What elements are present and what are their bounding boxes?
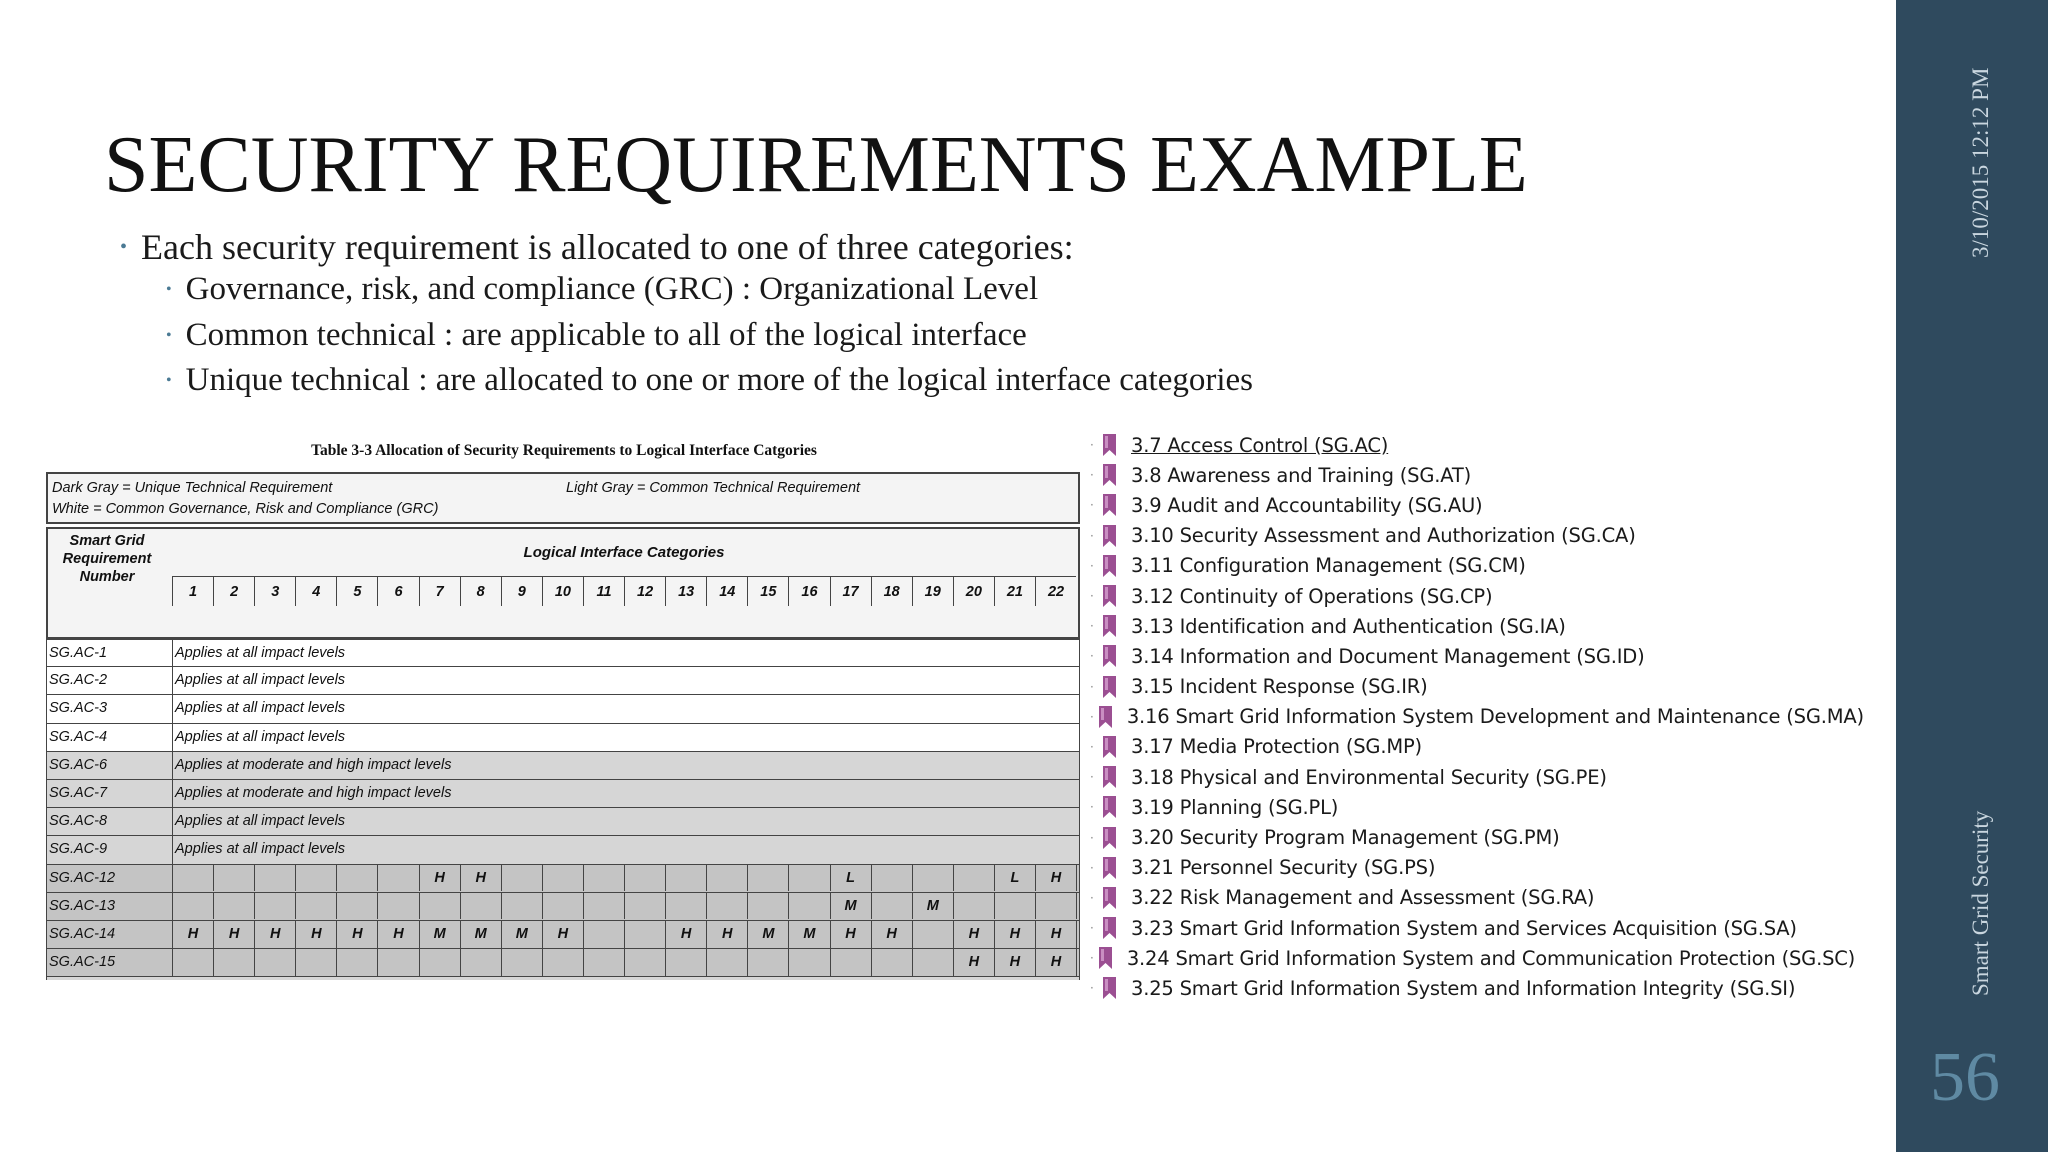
- requirement-id: SG.AC-4: [47, 724, 173, 751]
- impact-cell: M: [913, 893, 954, 920]
- table-row: [46, 949, 1080, 977]
- requirement-id: SG.AC-3: [47, 695, 173, 722]
- impact-cell: H: [1036, 865, 1077, 892]
- impact-cell: [461, 949, 502, 976]
- impact-cell: [831, 949, 872, 976]
- impact-cell: [173, 865, 214, 892]
- bullet-sub-text: Unique technical : are allocated to one or more of the logical interface categories: [185, 362, 1254, 398]
- tree-connector-icon: ·: [1090, 860, 1094, 875]
- bookmark-label: 3.22 Risk Management and Assessment (SG.RA): [1131, 886, 1595, 910]
- impact-cell: [707, 893, 748, 920]
- impact-cell: [502, 865, 543, 892]
- bullet-dot-icon: •: [166, 372, 172, 389]
- impact-cell: [913, 921, 954, 948]
- bookmark-item[interactable]: [1090, 521, 1850, 551]
- impact-cell: [255, 893, 296, 920]
- table-body: [46, 639, 1080, 980]
- table-row: [46, 836, 1080, 864]
- impact-cell: [872, 865, 913, 892]
- table-row: [46, 921, 1080, 949]
- bookmark-label: 3.24 Smart Grid Information System and Communication Protection (SG.SC): [1126, 946, 1856, 970]
- bookmark-icon: [1098, 946, 1113, 970]
- impact-cell: H: [337, 921, 378, 948]
- impact-cell: H: [255, 921, 296, 948]
- impact-cell: [913, 949, 954, 976]
- impact-cell: H: [420, 865, 461, 892]
- bullet-sub: [166, 362, 1253, 399]
- impact-cell: H: [461, 865, 502, 892]
- bookmark-label: 3.16 Smart Grid Information System Development and Maintenance (SG.MA): [1126, 705, 1864, 729]
- tree-connector-icon: ·: [1090, 739, 1094, 754]
- bookmark-icon: [1102, 675, 1117, 699]
- impact-cell: [378, 893, 419, 920]
- tree-connector-icon: ·: [1090, 770, 1094, 785]
- requirement-id: SG.AC-14: [47, 921, 173, 948]
- tree-connector-icon: ·: [1090, 498, 1094, 513]
- impact-cell: [625, 893, 666, 920]
- bookmark-item[interactable]: [1090, 702, 1864, 732]
- bookmark-icon: [1102, 614, 1117, 638]
- requirement-id: SG.AC-8: [47, 808, 173, 835]
- impact-cell: [1036, 893, 1077, 920]
- bookmark-item[interactable]: [1090, 973, 1850, 1003]
- bookmark-item[interactable]: [1090, 672, 1850, 702]
- requirement-id: SG.AC-15: [47, 949, 173, 976]
- bookmark-icon: [1102, 916, 1117, 940]
- impact-cell: [666, 893, 707, 920]
- legend-white: White = Common Governance, Risk and Compliance (GRC): [52, 501, 439, 517]
- column-header: 19: [912, 576, 953, 606]
- impact-cell: [214, 865, 255, 892]
- bookmark-label: 3.20 Security Program Management (SG.PM): [1131, 826, 1560, 850]
- requirement-applicability: Applies at moderate and high impact levels: [175, 784, 452, 801]
- bookmark-icon: [1102, 976, 1117, 1000]
- table-row: [46, 724, 1080, 752]
- table-caption: Table 3-3 Allocation of Security Requirements to Logical Interface Catgories: [311, 442, 817, 459]
- bookmark-label: 3.15 Incident Response (SG.IR): [1131, 675, 1428, 699]
- bookmark-item[interactable]: [1090, 460, 1850, 490]
- impact-cell: [872, 893, 913, 920]
- bookmark-item[interactable]: [1090, 551, 1850, 581]
- impact-cell: M: [502, 921, 543, 948]
- column-header: 15: [747, 576, 788, 606]
- impact-cell: [337, 893, 378, 920]
- table-row-cut-off: [46, 977, 1080, 980]
- bullet-dot-icon: •: [120, 236, 128, 258]
- impact-cell: [214, 893, 255, 920]
- impact-cell: M: [420, 921, 461, 948]
- impact-cell: H: [995, 949, 1036, 976]
- impact-cell: H: [872, 921, 913, 948]
- bullet-main: [120, 226, 1074, 268]
- bullet-sub-text: Common technical : are applicable to all of the logical interface: [185, 317, 1027, 353]
- impact-cell: [584, 865, 625, 892]
- impact-cell: L: [995, 865, 1036, 892]
- bookmark-label: 3.18 Physical and Environmental Security (SG.PE): [1131, 765, 1607, 789]
- impact-cell: H: [1036, 949, 1077, 976]
- bookmark-item[interactable]: [1090, 792, 1850, 822]
- bookmark-item[interactable]: [1090, 943, 1856, 973]
- requirement-id: SG.AC-12: [47, 865, 173, 892]
- impact-cell: [584, 921, 625, 948]
- requirement-id: SG.AC-7: [47, 780, 173, 807]
- requirement-applicability: Applies at all impact levels: [175, 728, 346, 745]
- impact-cell: [666, 865, 707, 892]
- bookmark-item[interactable]: [1090, 430, 1850, 460]
- impact-cell: L: [831, 865, 872, 892]
- impact-cell: [420, 893, 461, 920]
- requirement-applicability: Applies at all impact levels: [175, 645, 346, 661]
- bookmark-item[interactable]: [1090, 853, 1850, 883]
- bookmark-list: [1090, 430, 1864, 1004]
- bullet-sub-text: Governance, risk, and compliance (GRC) : Organizational Level: [185, 271, 1039, 307]
- column-headers: [172, 576, 1076, 606]
- column-header: 8: [460, 576, 501, 606]
- bookmark-item[interactable]: [1090, 822, 1850, 852]
- impact-cell: [214, 949, 255, 976]
- table-row: [46, 667, 1080, 695]
- requirement-id: SG.AC-9: [47, 836, 173, 863]
- bullet-dot-icon: •: [166, 327, 172, 344]
- impact-cell: [666, 949, 707, 976]
- impact-cell: H: [995, 921, 1036, 948]
- group-header-label: Logical Interface Categories: [523, 544, 725, 561]
- bookmark-icon: [1102, 433, 1117, 457]
- table-row: [46, 752, 1080, 780]
- bookmark-icon: [1102, 826, 1117, 850]
- column-header: 14: [706, 576, 747, 606]
- table-row: [46, 865, 1080, 893]
- bookmark-icon: [1102, 644, 1117, 668]
- bookmark-label: 3.11 Configuration Management (SG.CM): [1131, 554, 1526, 578]
- impact-cell: [502, 949, 543, 976]
- tree-connector-icon: ·: [1090, 951, 1094, 966]
- impact-cell: [584, 949, 625, 976]
- table-row: [46, 780, 1080, 808]
- bookmark-icon: [1102, 765, 1117, 789]
- bookmark-icon: [1102, 463, 1117, 487]
- impact-cell: [543, 893, 584, 920]
- impact-cell: [337, 865, 378, 892]
- impact-cell: H: [173, 921, 214, 948]
- requirement-id: SG.AC-2: [47, 667, 173, 694]
- bullet-dot-icon: •: [166, 281, 172, 298]
- column-header: 12: [624, 576, 665, 606]
- impact-cell: [337, 949, 378, 976]
- column-header: 16: [788, 576, 829, 606]
- impact-cell: [461, 893, 502, 920]
- impact-cell: [913, 865, 954, 892]
- column-header: 13: [665, 576, 706, 606]
- bookmark-label: 3.12 Continuity of Operations (SG.CP): [1131, 584, 1493, 608]
- bookmark-item[interactable]: [1090, 883, 1850, 913]
- bookmark-label: 3.21 Personnel Security (SG.PS): [1131, 856, 1436, 880]
- legend-light: Light Gray = Common Technical Requirement: [566, 480, 861, 496]
- impact-cell: H: [831, 921, 872, 948]
- impact-cell: [173, 893, 214, 920]
- slide-date: 3/10/2015 12:12 PM: [1968, 67, 1993, 258]
- bookmark-label: 3.13 Identification and Authentication (SG.IA): [1131, 614, 1566, 638]
- bookmark-item[interactable]: [1090, 641, 1850, 671]
- tree-connector-icon: ·: [1090, 981, 1094, 996]
- requirement-applicability: Applies at all impact levels: [175, 841, 346, 858]
- impact-cell: H: [666, 921, 707, 948]
- slide-number: 56: [1930, 1039, 2000, 1116]
- impact-cell: M: [461, 921, 502, 948]
- bullet-sub: [166, 271, 1038, 308]
- impact-cell: H: [954, 949, 995, 976]
- impact-cell: M: [831, 893, 872, 920]
- impact-cell: H: [296, 921, 337, 948]
- tree-connector-icon: ·: [1090, 438, 1094, 453]
- tree-connector-icon: ·: [1090, 921, 1094, 936]
- tree-connector-icon: ·: [1090, 679, 1094, 694]
- column-header: 4: [295, 576, 336, 606]
- bookmark-icon: [1102, 735, 1117, 759]
- impact-cell: [173, 949, 214, 976]
- tree-connector-icon: ·: [1090, 709, 1094, 724]
- impact-cell: H: [954, 921, 995, 948]
- impact-cell: [296, 865, 337, 892]
- column-header: 11: [583, 576, 624, 606]
- column-header: 18: [871, 576, 912, 606]
- bookmark-icon: [1102, 886, 1117, 910]
- requirement-applicability: Applies at moderate and high impact levels: [175, 756, 452, 773]
- bookmark-icon: [1102, 795, 1117, 819]
- table-legend: [46, 472, 1080, 524]
- requirement-id: SG.AC-13: [47, 893, 173, 920]
- requirement-applicability: Applies at all impact levels: [175, 672, 346, 689]
- impact-cell: [789, 893, 830, 920]
- bookmark-icon: [1102, 524, 1117, 548]
- column-header: 2: [213, 576, 254, 606]
- bookmark-label: 3.19 Planning (SG.PL): [1131, 795, 1339, 819]
- bookmark-icon: [1098, 705, 1113, 729]
- impact-cell: H: [214, 921, 255, 948]
- tree-connector-icon: ·: [1090, 619, 1094, 634]
- impact-cell: [707, 949, 748, 976]
- bookmark-label: 3.10 Security Assessment and Authorization (SG.CA): [1131, 524, 1636, 548]
- impact-cell: [378, 865, 419, 892]
- impact-cell: [625, 949, 666, 976]
- tree-connector-icon: ·: [1090, 528, 1094, 543]
- table-row: [46, 695, 1080, 723]
- impact-cell: [255, 865, 296, 892]
- impact-cell: [707, 865, 748, 892]
- column-header: 9: [501, 576, 542, 606]
- column-header: 22: [1035, 576, 1076, 606]
- table-row: [46, 639, 1080, 667]
- impact-cell: [296, 893, 337, 920]
- column-header: 10: [542, 576, 583, 606]
- impact-cell: [543, 949, 584, 976]
- impact-cell: [420, 949, 461, 976]
- bookmark-label: 3.25 Smart Grid Information System and Information Integrity (SG.SI): [1131, 976, 1796, 1000]
- row-header-label: Smart Grid Requirement Number: [62, 533, 152, 585]
- allocation-table-image: [44, 432, 1080, 980]
- impact-cell: [378, 949, 419, 976]
- bookmark-item[interactable]: [1090, 581, 1850, 611]
- bullet-sub: [166, 317, 1027, 354]
- column-header: 17: [830, 576, 871, 606]
- impact-cell: H: [543, 921, 584, 948]
- tree-connector-icon: ·: [1090, 649, 1094, 664]
- impact-cell: [789, 949, 830, 976]
- legend-dark: Dark Gray = Unique Technical Requirement: [52, 480, 333, 496]
- bookmark-item[interactable]: [1090, 762, 1850, 792]
- column-header: 6: [377, 576, 418, 606]
- tree-connector-icon: ·: [1090, 830, 1094, 845]
- impact-cell: [296, 949, 337, 976]
- bookmark-label: 3.23 Smart Grid Information System and Services Acquisition (SG.SA): [1131, 916, 1797, 940]
- bookmark-item[interactable]: [1090, 913, 1850, 943]
- bookmark-label: 3.7 Access Control (SG.AC): [1131, 433, 1389, 457]
- impact-cell: [543, 865, 584, 892]
- impact-cell: [502, 893, 543, 920]
- requirement-applicability: Applies at all impact levels: [175, 813, 346, 830]
- tree-connector-icon: ·: [1090, 558, 1094, 573]
- impact-cell: H: [707, 921, 748, 948]
- slide-title: SECURITY REQUIREMENTS EXAMPLE: [104, 121, 1528, 209]
- impact-cell: H: [378, 921, 419, 948]
- tree-connector-icon: ·: [1090, 589, 1094, 604]
- column-header: 7: [419, 576, 460, 606]
- impact-cell: [255, 949, 296, 976]
- impact-cell: [748, 893, 789, 920]
- requirement-applicability: Applies at all impact levels: [175, 700, 346, 717]
- impact-cell: [584, 893, 625, 920]
- requirement-id: SG.AC-6: [47, 752, 173, 779]
- impact-cell: M: [789, 921, 830, 948]
- bookmark-item[interactable]: [1090, 490, 1850, 520]
- column-header: 1: [172, 576, 213, 606]
- impact-cell: [995, 893, 1036, 920]
- bookmark-label: 3.9 Audit and Accountability (SG.AU): [1131, 493, 1483, 517]
- tree-connector-icon: ·: [1090, 468, 1094, 483]
- impact-cell: [872, 949, 913, 976]
- bookmark-item[interactable]: [1090, 611, 1850, 641]
- bookmark-icon: [1102, 856, 1117, 880]
- table-row: [46, 808, 1080, 836]
- impact-cell: [748, 949, 789, 976]
- bookmark-item[interactable]: [1090, 732, 1850, 762]
- bookmark-icon: [1102, 554, 1117, 578]
- slide-footer: Smart Grid Security: [1968, 810, 1993, 996]
- impact-cell: [748, 865, 789, 892]
- impact-cell: [625, 921, 666, 948]
- column-header: 3: [254, 576, 295, 606]
- tree-connector-icon: ·: [1090, 800, 1094, 815]
- impact-cell: [789, 865, 830, 892]
- impact-cell: [954, 865, 995, 892]
- column-header: 5: [336, 576, 377, 606]
- requirement-id: SG.AC-1: [47, 640, 173, 666]
- table-row: [46, 893, 1080, 921]
- column-header: 20: [953, 576, 994, 606]
- bookmark-icon: [1102, 584, 1117, 608]
- bookmark-icon: [1102, 493, 1117, 517]
- impact-cell: H: [1036, 921, 1077, 948]
- bookmark-label: 3.8 Awareness and Training (SG.AT): [1131, 463, 1471, 487]
- column-header: 21: [994, 576, 1035, 606]
- bookmark-label: 3.17 Media Protection (SG.MP): [1131, 735, 1422, 759]
- bullet-main-text: Each security requirement is allocated to one of three categories:: [141, 227, 1074, 267]
- tree-connector-icon: ·: [1090, 890, 1094, 905]
- bookmark-label: 3.14 Information and Document Management (SG.ID): [1131, 644, 1645, 668]
- impact-cell: [625, 865, 666, 892]
- impact-cell: [954, 893, 995, 920]
- impact-cell: M: [748, 921, 789, 948]
